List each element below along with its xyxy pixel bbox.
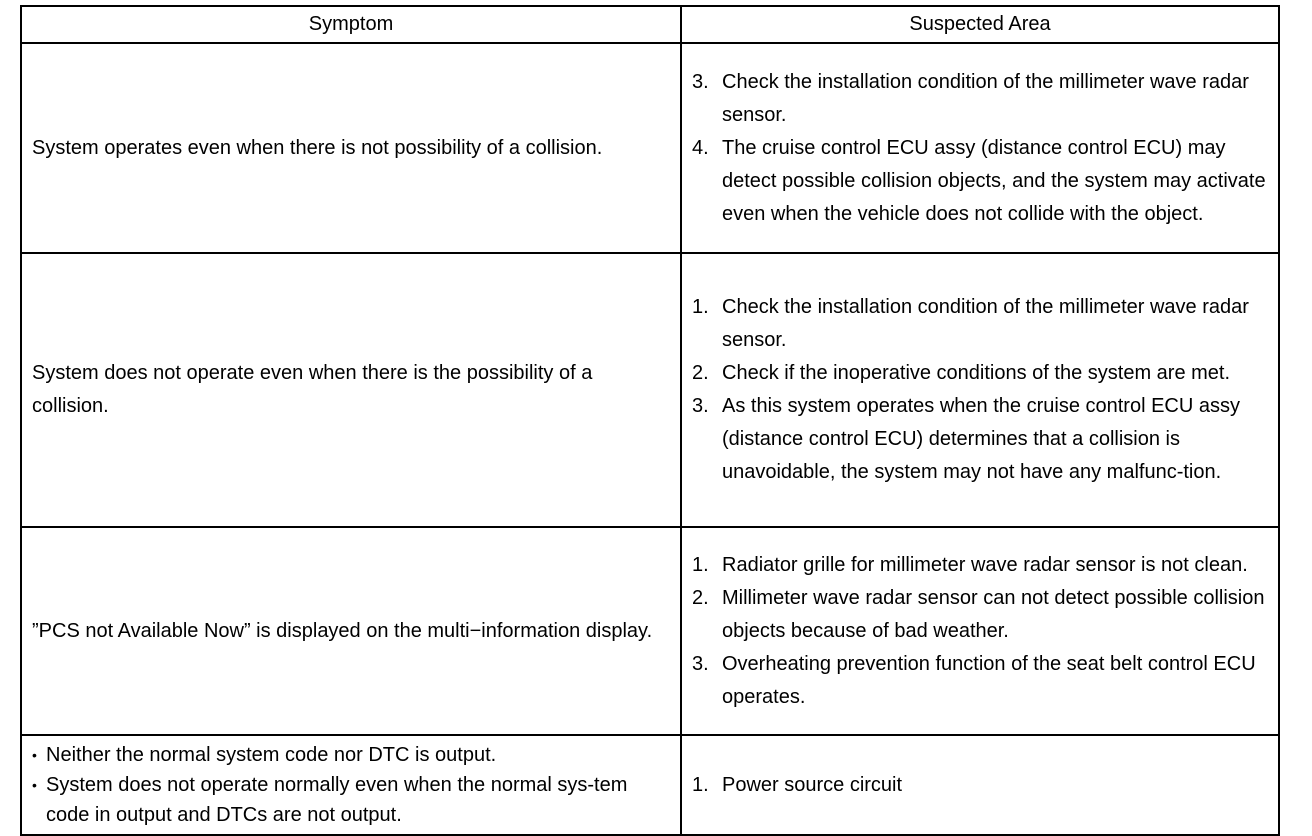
symptom-bullet-item — [32, 770, 670, 830]
suspected-area-list — [692, 291, 1268, 489]
bullet-icon: • — [32, 777, 37, 793]
suspected-area-item — [692, 66, 1268, 132]
bullet-text: System does not operate normally even when the normal sys-tem code in output and DTCs are not output. — [46, 774, 628, 826]
item-number: 3. — [692, 395, 709, 417]
bullet-text: Neither the normal system code nor DTC is output. — [46, 744, 497, 766]
suspected-area-list — [692, 549, 1268, 714]
suspected-area-item — [692, 357, 1268, 390]
suspected-area-item — [692, 291, 1268, 357]
suspected-area-item — [692, 132, 1268, 231]
item-number: 2. — [692, 586, 709, 609]
suspected-area-item — [692, 390, 1268, 489]
item-text: Radiator grille for millimeter wave radar sensor is not clean. — [722, 553, 1248, 576]
table-row — [21, 735, 1279, 835]
item-number: 2. — [692, 362, 709, 384]
suspected-area-cell — [681, 43, 1279, 253]
item-text: The cruise control ECU assy (distance control ECU) may detect possible collision objects, and the system may activate even when the vehicle does not collide with the object. — [722, 136, 1266, 225]
item-number: 4. — [692, 136, 709, 159]
suspected-area-cell — [681, 253, 1279, 527]
item-number: 3. — [692, 652, 709, 675]
suspected-area-item — [692, 769, 1268, 802]
item-text: Check if the inoperative conditions of the system are met. — [722, 362, 1231, 384]
suspected-area-item — [692, 648, 1268, 714]
suspected-area-cell — [681, 527, 1279, 735]
item-number: 3. — [692, 70, 709, 93]
symptom-table — [20, 5, 1280, 836]
item-number: 1. — [692, 773, 709, 796]
table-row — [21, 527, 1279, 735]
symptom-table-container — [20, 5, 1278, 836]
item-text: Check the installation condition of the millimeter wave radar sensor. — [722, 70, 1249, 126]
header-suspected-area: Suspected Area — [681, 6, 1279, 43]
symptom-cell: System operates even when there is not possibility of a collision. — [21, 43, 681, 253]
item-text: Power source circuit — [722, 773, 903, 796]
header-symptom: Symptom — [21, 6, 681, 43]
table-row — [21, 43, 1279, 253]
item-text: As this system operates when the cruise control ECU assy (distance control ECU) determines that a collision is unavoidable, the system may not have any malfunc-tion. — [722, 395, 1240, 483]
bullet-icon: • — [32, 747, 37, 763]
symptom-cell: System does not operate even when there is the possibility of a collision. — [21, 253, 681, 527]
item-text: Overheating prevention function of the seat belt control ECU operates. — [722, 652, 1256, 708]
symptom-cell — [21, 735, 681, 835]
suspected-area-cell — [681, 735, 1279, 835]
table-row — [21, 253, 1279, 527]
suspected-area-list — [692, 66, 1268, 231]
header-row — [21, 6, 1279, 43]
item-text: Millimeter wave radar sensor can not detect possible collision objects because of bad weather. — [722, 586, 1265, 642]
symptom-bullet-list — [32, 740, 670, 830]
suspected-area-item — [692, 582, 1268, 648]
suspected-area-item — [692, 549, 1268, 582]
symptom-bullet-item — [32, 740, 670, 770]
item-number: 1. — [692, 296, 709, 318]
suspected-area-list — [692, 769, 1268, 802]
symptom-cell: ”PCS not Available Now” is displayed on the multi−information display. — [21, 527, 681, 735]
item-number: 1. — [692, 553, 709, 576]
item-text: Check the installation condition of the millimeter wave radar sensor. — [722, 296, 1249, 351]
